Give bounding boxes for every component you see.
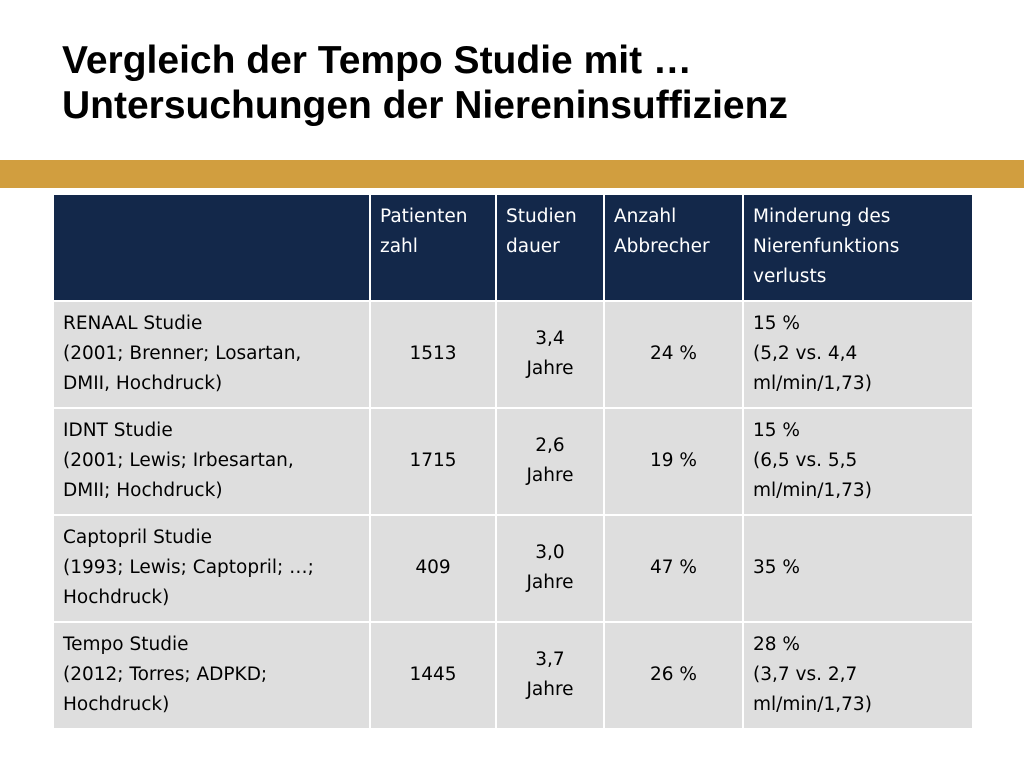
study-name: RENAAL Studie	[63, 313, 203, 334]
header-text: Nierenfunktions	[753, 236, 900, 257]
cell-duration	[496, 622, 604, 729]
cell-reduction	[743, 622, 973, 729]
header-text: Abbrecher	[614, 236, 710, 257]
header-cell-dropouts	[604, 194, 743, 301]
study-detail: (2001; Lewis; Irbesartan,	[63, 450, 294, 471]
cell-reduction	[743, 408, 973, 515]
header-text: zahl	[380, 236, 418, 257]
study-detail: (2001; Brenner; Losartan,	[63, 343, 302, 364]
cell-study	[53, 301, 370, 408]
reduction-value: 28 %	[753, 634, 800, 655]
table-row	[53, 301, 973, 408]
table-row	[53, 408, 973, 515]
study-detail: Hochdruck)	[63, 587, 170, 608]
slide-title-line-1: Vergleich der Tempo Studie mit …	[62, 39, 692, 82]
study-detail: DMII, Hochdruck)	[63, 373, 223, 394]
reduction-detail: ml/min/1,73)	[753, 694, 872, 715]
cell-duration	[496, 301, 604, 408]
study-detail: Hochdruck)	[63, 694, 170, 715]
cell-patients: 1513	[370, 301, 496, 408]
header-cell-patients	[370, 194, 496, 301]
cell-reduction	[743, 515, 973, 622]
cell-patients: 1445	[370, 622, 496, 729]
cell-dropouts: 24 %	[604, 301, 743, 408]
header-text: Minderung des	[753, 206, 891, 227]
header-text: dauer	[506, 236, 560, 257]
duration-unit: Jahre	[526, 572, 574, 593]
duration-value: 3,7	[535, 649, 565, 670]
duration-value: 3,0	[535, 542, 565, 563]
study-name: IDNT Studie	[63, 420, 173, 441]
header-cell-duration	[496, 194, 604, 301]
header-text: Studien	[506, 206, 577, 227]
duration-unit: Jahre	[526, 358, 574, 379]
reduction-detail: ml/min/1,73)	[753, 373, 872, 394]
reduction-value: 15 %	[753, 420, 800, 441]
study-detail: DMII; Hochdruck)	[63, 480, 223, 501]
reduction-value: 15 %	[753, 313, 800, 334]
cell-duration	[496, 408, 604, 515]
table-row	[53, 515, 973, 622]
cell-duration	[496, 515, 604, 622]
reduction-detail: (5,2 vs. 4,4	[753, 343, 858, 364]
slide-title	[62, 38, 1002, 128]
study-name: Captopril Studie	[63, 527, 213, 548]
reduction-detail: (3,7 vs. 2,7	[753, 664, 858, 685]
duration-unit: Jahre	[526, 679, 574, 700]
cell-patients: 1715	[370, 408, 496, 515]
header-text: Anzahl	[614, 206, 677, 227]
header-row	[53, 194, 973, 301]
reduction-value: 35 %	[753, 557, 800, 578]
table-body	[53, 301, 973, 729]
cell-patients: 409	[370, 515, 496, 622]
cell-study	[53, 408, 370, 515]
duration-unit: Jahre	[526, 465, 574, 486]
cell-dropouts: 47 %	[604, 515, 743, 622]
cell-reduction	[743, 301, 973, 408]
cell-study	[53, 515, 370, 622]
header-text: Patienten	[380, 206, 468, 227]
cell-dropouts: 19 %	[604, 408, 743, 515]
header-text: verlusts	[753, 266, 827, 287]
header-cell-study	[53, 194, 370, 301]
slide-title-line-2: Untersuchungen der Niereninsuffizienz	[62, 84, 788, 127]
reduction-detail: (6,5 vs. 5,5	[753, 450, 858, 471]
table-header	[53, 194, 973, 301]
study-name: Tempo Studie	[63, 634, 189, 655]
cell-study	[53, 622, 370, 729]
duration-value: 2,6	[535, 435, 565, 456]
cell-dropouts: 26 %	[604, 622, 743, 729]
comparison-table	[52, 193, 974, 730]
study-detail: (2012; Torres; ADPKD;	[63, 664, 268, 685]
header-cell-reduction	[743, 194, 973, 301]
accent-bar	[0, 160, 1024, 188]
study-detail: (1993; Lewis; Captopril; …;	[63, 557, 314, 578]
reduction-detail: ml/min/1,73)	[753, 480, 872, 501]
duration-value: 3,4	[535, 328, 565, 349]
table-row	[53, 622, 973, 729]
